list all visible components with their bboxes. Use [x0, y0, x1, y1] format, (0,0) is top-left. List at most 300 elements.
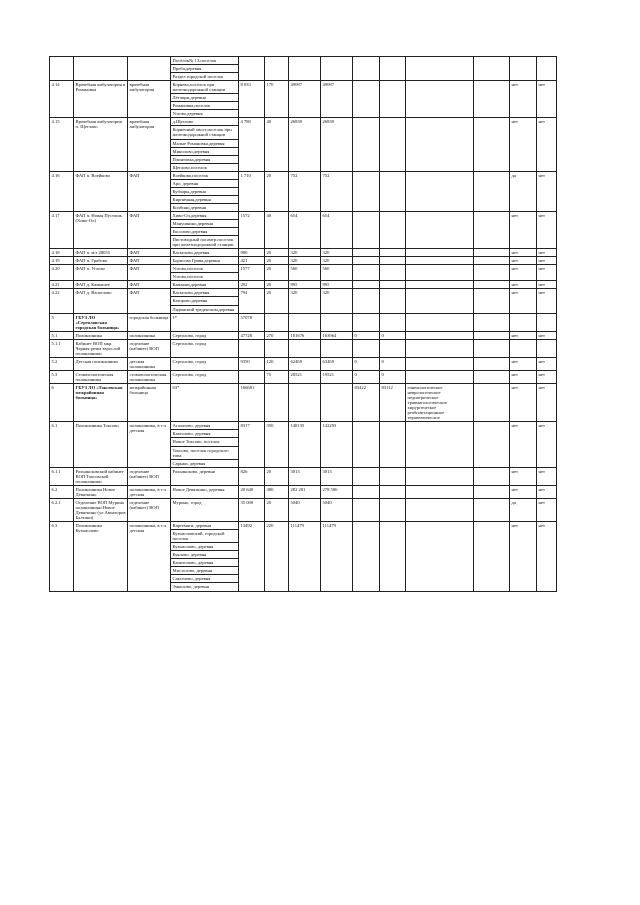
name-cell: Поликлиника Токсово: [74, 422, 128, 467]
name-cell: ФАП п. Воейково: [74, 171, 128, 211]
c3-cell: [353, 257, 380, 265]
c6-cell: [474, 485, 510, 498]
c6-cell: [474, 257, 510, 265]
no-cell: 6.2.1: [50, 498, 74, 521]
settlements-cell: [171, 498, 239, 521]
type-cell: отделение (кабинет) ВОП: [128, 339, 171, 357]
settlements-list: [171, 486, 238, 493]
no-cell: 4.22: [50, 289, 74, 313]
population-cell: 794: [239, 289, 265, 313]
settlement-item: Щеглово,поселок: [172, 164, 207, 170]
type-cell: стоматологическая поликлиника: [128, 370, 171, 383]
c1-cell: 752: [289, 171, 321, 211]
c3-cell: [353, 498, 380, 521]
settlement-item: Энколово, деревня: [172, 584, 209, 590]
type-cell: ФАП: [128, 281, 171, 289]
c5-cell: [406, 257, 474, 265]
table-row: [50, 171, 557, 211]
c6-cell: [474, 249, 510, 257]
settlement-item: Васкелово,деревня: [172, 250, 210, 256]
settlement-item: Кавголово, деревня: [171, 430, 238, 438]
settlements-list: [171, 265, 238, 280]
population-cell: 1577: [239, 265, 265, 281]
population-cell: [239, 57, 265, 81]
settlement-item: Борисова Грива,деревня: [172, 258, 220, 264]
settlement-item: Кубаары,деревня: [171, 187, 238, 195]
c1-cell: 5040: [289, 498, 321, 521]
c5-cell: [406, 331, 474, 339]
settlement-item: Малые Романовка,деревня: [171, 139, 238, 147]
r1-cell: нет: [510, 384, 537, 422]
c6-cell: [474, 384, 510, 422]
r1-cell: [510, 339, 537, 357]
beds-cell: 20: [265, 257, 289, 265]
population-cell: 166681: [239, 384, 265, 422]
population-cell: 8 033: [239, 81, 265, 118]
settlements-cell: [171, 357, 239, 370]
r1-cell: нет: [510, 81, 537, 118]
c4-cell: 0: [380, 357, 406, 370]
r1-cell: нет: [510, 257, 537, 265]
settlement-item: Колбино,деревня: [172, 204, 207, 210]
settlements-list: [171, 499, 238, 506]
r1-cell: нет: [510, 422, 537, 467]
r1-cell: [510, 313, 537, 331]
c2-cell: 320: [321, 257, 353, 265]
beds-cell: 380: [265, 485, 289, 498]
c3-cell: [353, 57, 380, 81]
settlement-item: Ексолово,деревня: [171, 228, 238, 236]
facilities-table: [49, 56, 557, 592]
c1-cell: 320: [289, 257, 321, 265]
c3-cell: 0: [353, 357, 380, 370]
settlement-item: Плинтовка,деревня: [171, 155, 238, 163]
name-cell: ФАП д. Камышее: [74, 281, 128, 289]
settlements-list: [171, 314, 238, 321]
r2-cell: [537, 339, 557, 357]
settlement-item: Васкелово,деревня: [171, 289, 238, 297]
no-cell: 4.21: [50, 281, 74, 289]
beds-cell: 20: [265, 249, 289, 257]
settlements-cell: [171, 370, 239, 383]
settlements-cell: [171, 485, 239, 498]
c1-cell: [289, 384, 321, 422]
c2-cell: 142293: [321, 422, 353, 467]
name-cell: ФАП п. Углово: [74, 265, 128, 281]
c3-cell: [353, 81, 380, 118]
type-cell: ФАП: [128, 265, 171, 281]
beds-cell: 170: [265, 81, 289, 118]
settlement-item: Каторово,деревня: [171, 297, 238, 305]
c4-cell: [380, 422, 406, 467]
name-cell: ГБУЗ ЛО «Токсовская межрайонная больница»: [74, 384, 128, 422]
table-row: [50, 370, 557, 383]
c1-cell: 320: [289, 249, 321, 257]
beds-cell: 20: [265, 498, 289, 521]
c4-cell: [380, 257, 406, 265]
name-cell: Отделение ВОП Мурино поликлиники Новое Девяткино (ул.Авиаторов Балтики): [75, 499, 126, 521]
c5-cell: [406, 422, 474, 467]
type-cell: отделение (кабинет) ВОП: [128, 498, 171, 521]
table-row: [50, 249, 557, 257]
c4-cell: [380, 249, 406, 257]
name-cell: ФАП п. м/з 28035: [74, 249, 128, 257]
settlements-list: [171, 257, 238, 264]
beds-cell: [265, 384, 289, 422]
settlements-cell: [171, 281, 239, 289]
c4-cell: 0: [380, 331, 406, 339]
settlement-item: Корнево,поселок при железнодорожной станции: [171, 81, 238, 94]
c1-cell: 3013: [289, 467, 321, 485]
beds-cell: 20: [265, 289, 289, 313]
settlements-list: [171, 212, 238, 248]
name-cell: Врачебная амбулатория п. Щеглово: [74, 118, 128, 171]
c4-cell: [380, 281, 406, 289]
c2-cell: 752: [321, 171, 353, 211]
settlements-cell: [171, 118, 239, 171]
c4-cell: [380, 289, 406, 313]
c5-cell: [406, 81, 474, 118]
c3-cell: [353, 249, 380, 257]
table-row: [50, 281, 557, 289]
c6-cell: [474, 118, 510, 171]
r2-cell: нет: [537, 81, 557, 118]
c3-cell: [353, 211, 380, 248]
settlement-item: Сертолово, город: [172, 340, 207, 346]
c5-cell: [406, 281, 474, 289]
population-cell: 826: [239, 467, 265, 485]
c2-cell: 3013: [321, 467, 353, 485]
c5-cell: [406, 357, 474, 370]
table-row: [50, 265, 557, 281]
c4-cell: [380, 118, 406, 171]
settlement-item: Куялово, деревня: [171, 551, 238, 559]
c6-cell: [474, 171, 510, 211]
settlements-cell: [171, 422, 239, 467]
beds-cell: 270: [265, 331, 289, 339]
c1-cell: 49087: [289, 81, 321, 118]
settlement-item: Посёлок№ 13,поселок: [171, 57, 238, 65]
settlement-item: 1*: [172, 314, 178, 320]
settlement-item: Минолово,деревня: [171, 147, 238, 155]
c3-cell: [353, 281, 380, 289]
c5-cell: [406, 313, 474, 331]
c2-cell: 163964: [321, 331, 353, 339]
type-cell: врачебная амбулатория: [128, 118, 171, 171]
name-cell: ГБУЗ ЛО «Сертоловская городская больница»: [74, 313, 128, 331]
type-cell: поликлиника: [128, 331, 171, 339]
name-cell: ФАП д. Васкелово: [74, 289, 128, 313]
table-row: [50, 422, 557, 467]
table-row: [50, 289, 557, 313]
c1-cell: 895: [289, 281, 321, 289]
c3-cell: [353, 265, 380, 281]
c5-cell: [406, 370, 474, 383]
r2-cell: [537, 57, 557, 81]
c4-cell: 0: [380, 370, 406, 383]
population-cell: 980: [239, 249, 265, 257]
c1-cell: 148135: [289, 422, 321, 467]
table-row: [50, 257, 557, 265]
settlement-item: Рахьинсково, деревня: [172, 468, 215, 474]
no-cell: 4.14: [50, 81, 74, 118]
c6-cell: [474, 81, 510, 118]
r1-cell: да: [510, 498, 537, 521]
beds-cell: 20: [265, 171, 289, 211]
table-row: [50, 339, 557, 357]
population-cell: 292: [239, 281, 265, 289]
settlement-item: Аро, деревня: [171, 179, 238, 187]
settlement-item: Вартемяги, деревня: [171, 522, 238, 530]
c2-cell: [321, 384, 353, 422]
c4-cell: 83112: [380, 384, 406, 422]
settlements-cell: [171, 265, 239, 281]
settlements-cell: [171, 289, 239, 313]
r1-cell: нет: [510, 370, 537, 383]
no-cell: 5.1.1: [50, 339, 74, 357]
no-cell: 5.3: [50, 370, 74, 383]
type-cell: врачебная амбулатория: [128, 81, 171, 118]
settlements-list: [171, 81, 238, 117]
settlements-list: [171, 289, 238, 312]
c5-cell: [406, 289, 474, 313]
c3-cell: [353, 422, 380, 467]
r1-cell: нет: [510, 485, 537, 498]
settlement-item: Манушкино,деревня: [171, 219, 238, 227]
settlements-cell: [171, 171, 239, 211]
table-row: [50, 313, 557, 331]
c4-cell: [380, 498, 406, 521]
type-cell: поликлиника, в т.ч. детская: [128, 522, 171, 591]
table-row: [50, 498, 557, 521]
r2-cell: [537, 313, 557, 331]
population-cell: 4 780: [239, 118, 265, 171]
c4-cell: [380, 313, 406, 331]
table-row: [50, 81, 557, 118]
c4-cell: [380, 339, 406, 357]
r2-cell: нет: [537, 384, 557, 422]
c1-cell: 20521: [289, 370, 321, 383]
c4-cell: [380, 81, 406, 118]
c1-cell: 282 281: [289, 485, 321, 498]
c1-cell: 111479: [289, 522, 321, 591]
c2-cell: 49087: [321, 81, 353, 118]
settlement-item: Хиво-Ол,деревня: [171, 212, 238, 220]
c5-cell: [406, 171, 474, 211]
table-row: [50, 357, 557, 370]
c2-cell: [321, 339, 353, 357]
settlements-list: [171, 332, 238, 339]
r2-cell: нет: [537, 467, 557, 485]
r2-cell: нет: [537, 357, 557, 370]
type-cell: детская поликлиника: [128, 357, 171, 370]
c5-cell: [406, 211, 474, 248]
settlement-item: Агалатово, деревня: [171, 422, 238, 430]
c1-cell: 62469: [289, 357, 321, 370]
name-cell: Поликлиника Новое Девяткино: [74, 485, 128, 498]
table-row: [50, 522, 557, 591]
settlement-item: Сертолово, город: [172, 332, 207, 338]
c4-cell: [380, 265, 406, 281]
type-cell: ФАП: [128, 289, 171, 313]
c3-cell: [353, 467, 380, 485]
c1-cell: 560: [289, 265, 321, 281]
c2-cell: 19521: [321, 370, 353, 383]
settlements-cell: [171, 467, 239, 485]
no-cell: 6.1.1: [50, 467, 74, 485]
settlement-item: Кузьмоловский, городской поселок: [171, 530, 238, 543]
settlement-item: Сертолово, город: [172, 371, 207, 377]
r1-cell: нет: [510, 249, 537, 257]
name-cell: Детская поликлиника: [74, 357, 128, 370]
settlement-item: Лётчири,деревня: [171, 94, 238, 102]
settlement-item: Пистоводный пасамтр.поселок при железнодорожной станции: [172, 237, 234, 248]
population-cell: 20 640: [239, 485, 265, 498]
type-cell: поликлиника, в т.ч. детская: [128, 422, 171, 467]
r2-cell: нет: [537, 331, 557, 339]
c5-cell: [406, 522, 474, 591]
table-row: [50, 211, 557, 248]
settlements-list: [171, 249, 238, 256]
c1-cell: [289, 339, 321, 357]
settlement-item: Токсово, поселок городского типа: [171, 446, 238, 459]
c5-cell: [406, 485, 474, 498]
type-cell: ФАП: [128, 171, 171, 211]
name-cell: ФАП п. Новая Пустошь (Хиво-Ол): [74, 211, 128, 248]
r2-cell: нет: [537, 498, 557, 521]
r2-cell: нет: [537, 281, 557, 289]
no-cell: 4.20: [50, 265, 74, 281]
settlement-item: Камыши,деревня: [172, 282, 207, 288]
r2-cell: нет: [537, 211, 557, 248]
beds-cell: [265, 57, 289, 81]
c6-cell: [474, 265, 510, 281]
settlements-list: [171, 57, 238, 80]
c6-cell: [474, 57, 510, 81]
r2-cell: нет: [537, 171, 557, 211]
no-cell: 6.3: [50, 522, 74, 591]
c1-cell: [289, 313, 321, 331]
settlements-list: [171, 384, 238, 391]
type-cell: межрайонная больница: [128, 384, 171, 422]
population-cell: 35 000: [239, 498, 265, 521]
c6-cell: [474, 289, 510, 313]
population-cell: [239, 339, 265, 357]
c6-cell: [474, 339, 510, 357]
r2-cell: нет: [537, 522, 557, 591]
population-cell: 421: [239, 257, 265, 265]
settlement-item: Новое Девяткино, деревня: [172, 486, 225, 492]
type-cell: ФАП: [128, 211, 171, 248]
settlements-list: [171, 468, 238, 475]
r2-cell: нет: [537, 257, 557, 265]
population-cell: 13492: [239, 522, 265, 591]
c4-cell: [380, 211, 406, 248]
no-cell: 6.1: [50, 422, 74, 467]
population-cell: 8317: [239, 422, 265, 467]
r2-cell: нет: [537, 249, 557, 257]
name-cell: Поликлиника Кузьмолово: [74, 522, 128, 591]
settlement-item: Углово,поселок: [171, 265, 238, 273]
r1-cell: нет: [510, 357, 537, 370]
c5-cell: [406, 249, 474, 257]
c1-cell: 181676: [289, 331, 321, 339]
c5-cell: [406, 265, 474, 281]
c5-cell: [406, 498, 474, 521]
settlement-item: Кузьмолово, деревня: [171, 543, 238, 551]
r1-cell: нет: [510, 331, 537, 339]
c1-cell: 654: [289, 211, 321, 248]
settlement-item: Сакселево, деревня: [171, 575, 238, 583]
c3-cell: [353, 522, 380, 591]
beds-cell: 75: [265, 370, 289, 383]
name-cell: [74, 57, 128, 81]
beds-cell: 40: [265, 118, 289, 171]
population-cell: 47728: [239, 331, 265, 339]
beds-cell: 20: [265, 281, 289, 289]
settlement-item: Лядинский треденском,деревня: [172, 306, 235, 312]
c2-cell: 895: [321, 281, 353, 289]
c3-cell: [353, 118, 380, 171]
c6-cell: [474, 281, 510, 289]
settlement-item: Раздел городской поселок: [172, 74, 224, 80]
c3-cell: [353, 289, 380, 313]
table-row: [50, 467, 557, 485]
type-cell: ФАП: [128, 249, 171, 257]
c2-cell: 5040: [321, 498, 353, 521]
table-row: [50, 485, 557, 498]
r2-cell: нет: [537, 422, 557, 467]
settlements-cell: [171, 211, 239, 248]
c3-cell: [353, 485, 380, 498]
beds-cell: 20: [265, 467, 289, 485]
no-cell: 4.18: [50, 249, 74, 257]
r1-cell: да: [510, 171, 537, 211]
c3-cell: [353, 171, 380, 211]
beds-cell: 20: [265, 265, 289, 281]
no-cell: 5.1: [50, 331, 74, 339]
r2-cell: нет: [537, 485, 557, 498]
c4-cell: [380, 467, 406, 485]
c2-cell: 320: [321, 289, 353, 313]
c1-cell: 26839: [289, 118, 321, 171]
type-cell: ФАП: [128, 257, 171, 265]
c3-cell: 83422: [353, 384, 380, 422]
r1-cell: нет: [510, 281, 537, 289]
c6-cell: [474, 467, 510, 485]
c5-cell: [406, 118, 474, 171]
c6-cell: [474, 422, 510, 467]
c5-cell: [406, 467, 474, 485]
settlement-item: Корнечный хвост,поселок при железнодорожной станции: [171, 126, 238, 139]
c2-cell: [321, 57, 353, 81]
settlements-cell: [171, 249, 239, 257]
c5-cell: [406, 57, 474, 81]
c6-cell: [474, 357, 510, 370]
c5-cell: гинекологическое неврологическое педиатрическое травматологическое хирургическое реабилитационное терапевтическое: [406, 384, 474, 422]
settlements-cell: [171, 257, 239, 265]
c6-cell: [474, 331, 510, 339]
settlement-item: Сарьжи, деревня: [172, 460, 206, 466]
r1-cell: нет: [510, 265, 537, 281]
name-cell: Врачебная амбулатория в Романовка: [74, 81, 128, 118]
settlements-list: [171, 340, 238, 347]
r1-cell: нет: [510, 211, 537, 248]
c1-cell: [289, 57, 321, 81]
c6-cell: [474, 313, 510, 331]
c6-cell: [474, 498, 510, 521]
settlements-cell: [171, 339, 239, 357]
